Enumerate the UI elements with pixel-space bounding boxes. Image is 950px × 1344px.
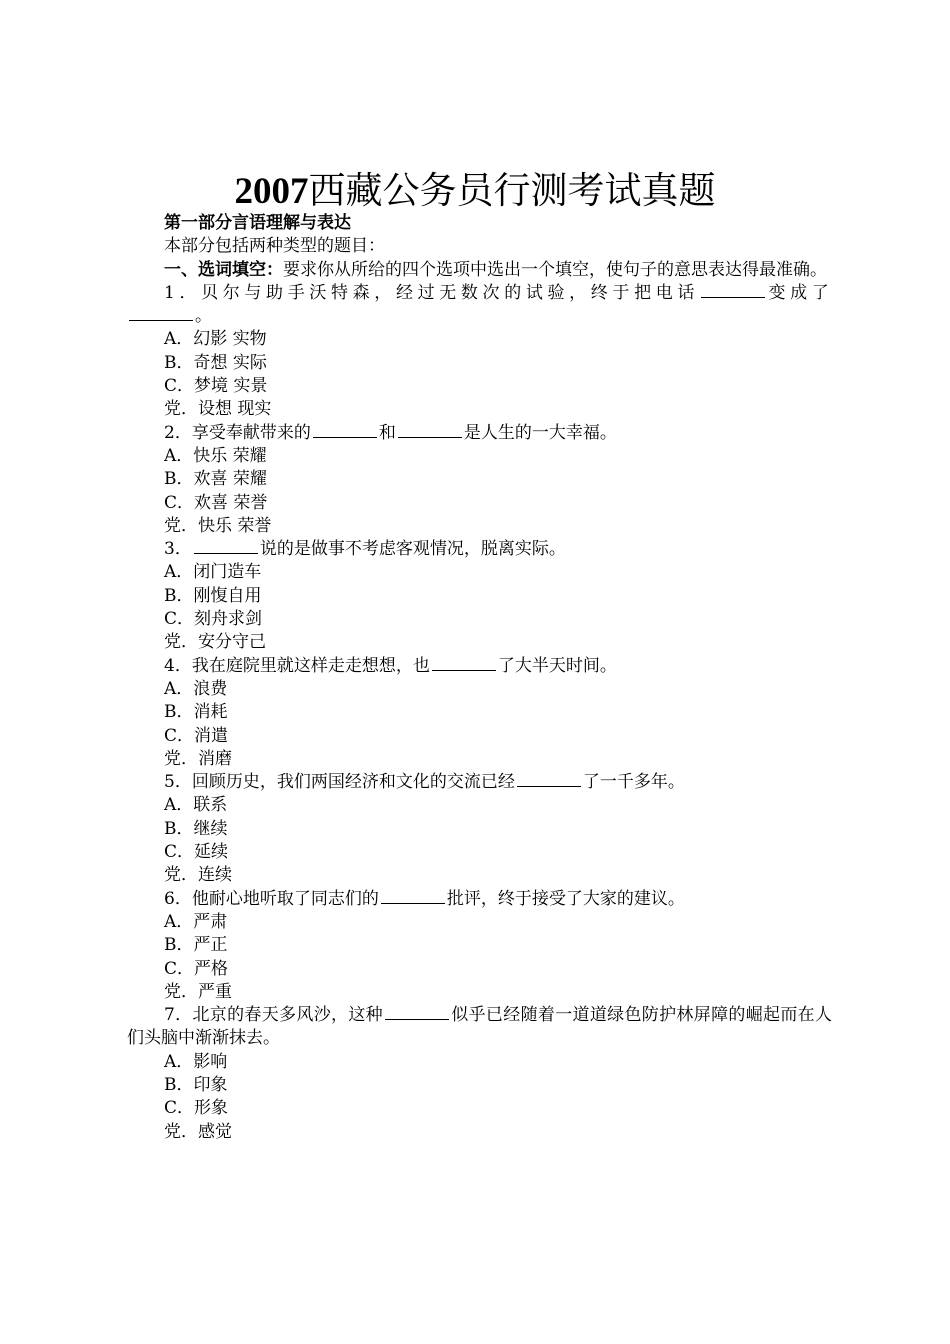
answer-blank: [398, 422, 462, 438]
question-5-option-d: 党．连续: [164, 865, 232, 886]
question-1-option-a: A．幻影 实物: [164, 329, 267, 350]
question-1-text-c: 。: [195, 306, 216, 327]
question-2-text-a: 2．享受奉献带来的: [164, 422, 311, 443]
answer-blank: [701, 282, 765, 298]
question-2-text-b: 和: [378, 422, 396, 443]
question-5-stem: [127, 771, 832, 794]
part1-instruction: [127, 259, 832, 282]
question-5-text-b: 了一千多年。: [582, 772, 685, 793]
question-3-text-a: 3．: [164, 539, 192, 560]
question-1-option-d: 党．设想 现实: [164, 399, 272, 420]
question-7-option-c: C．形象: [164, 1098, 229, 1119]
title-text: 西藏公务员行测考试真题: [308, 169, 716, 212]
answer-blank: [194, 538, 258, 554]
question-3-option-c: C．刻舟求剑: [164, 609, 263, 630]
question-1-option-b: B．奇想 实际: [164, 352, 267, 373]
document-title: [0, 168, 950, 215]
question-7-text-b: 似乎已经随着一道道绿色防护林屏障的崛起而在人们头脑中渐渐抹去。: [127, 1005, 832, 1049]
question-2-text-c: 是人生的一大幸福。: [463, 422, 617, 443]
answer-blank: [129, 305, 193, 321]
question-2-stem: [127, 422, 832, 445]
question-7-stem: [127, 1004, 832, 1051]
question-1-text-b: 变成了: [767, 282, 832, 303]
question-7-option-a: A．影响: [164, 1051, 228, 1072]
part1-label: 一、选词填空：: [164, 259, 283, 280]
section-heading: 第一部分言语理解与表达: [164, 213, 351, 233]
question-6-text-b: 批评，终于接受了大家的建议。: [446, 888, 685, 909]
question-6-stem: [127, 888, 832, 911]
part1-text: 要求你从所给的四个选项中选出一个填空，使句子的意思表达得最准确。: [283, 259, 827, 280]
question-3-stem: [127, 538, 832, 561]
title-year: 2007: [234, 171, 309, 212]
question-3-option-a: A．闭门造车: [164, 562, 262, 583]
answer-blank: [432, 655, 496, 671]
intro-text: 本部分包括两种类型的题目：: [164, 236, 385, 257]
question-6-option-d: 党．严重: [164, 981, 232, 1002]
question-7-option-d: 党．感觉: [164, 1121, 232, 1142]
question-1-stem: [127, 282, 832, 329]
question-4-text-b: 了大半天时间。: [497, 655, 617, 676]
question-2-option-d: 党．快乐 荣誉: [164, 515, 272, 536]
question-6-text-a: 6．他耐心地听取了同志们的: [164, 888, 379, 909]
question-4-option-b: B．消耗: [164, 702, 228, 723]
question-5-option-b: B．继续: [164, 818, 228, 839]
question-4-stem: [127, 655, 832, 678]
answer-blank: [517, 771, 581, 787]
question-2-option-a: A．快乐 荣耀: [164, 445, 267, 466]
question-2-option-b: B．欢喜 荣耀: [164, 469, 267, 490]
question-3-option-b: B．刚愎自用: [164, 585, 262, 606]
question-4-text-a: 4．我在庭院里就这样走走想想，也: [164, 655, 430, 676]
question-2-option-c: C．欢喜 荣誉: [164, 492, 268, 513]
answer-blank: [385, 1004, 449, 1020]
question-6-option-a: A．严肃: [164, 911, 228, 932]
question-1-text-a: 1．贝尔与助手沃特森，经过无数次的试验，终于把电话: [164, 282, 700, 303]
question-5-option-c: C．延续: [164, 842, 229, 863]
question-5-text-a: 5．回顾历史，我们两国经济和文化的交流已经: [164, 772, 515, 793]
question-5-option-a: A．联系: [164, 795, 228, 816]
answer-blank: [381, 888, 445, 904]
question-4-option-d: 党．消磨: [164, 748, 232, 769]
question-6-option-b: B．严正: [164, 935, 228, 956]
question-4-option-a: A．浪费: [164, 678, 228, 699]
answer-blank: [313, 422, 377, 438]
document-body: [127, 212, 832, 1144]
question-6-option-c: C．严格: [164, 958, 229, 979]
question-3-text-b: 说的是做事不考虑客观情况，脱离实际。: [259, 539, 566, 560]
question-7-text-a: 7．北京的春天多风沙，这种: [164, 1005, 383, 1026]
question-1-option-c: C．梦境 实景: [164, 376, 268, 397]
question-7-option-b: B．印象: [164, 1074, 228, 1095]
question-4-option-c: C．消遣: [164, 725, 229, 746]
question-3-option-d: 党．安分守己: [164, 632, 266, 653]
